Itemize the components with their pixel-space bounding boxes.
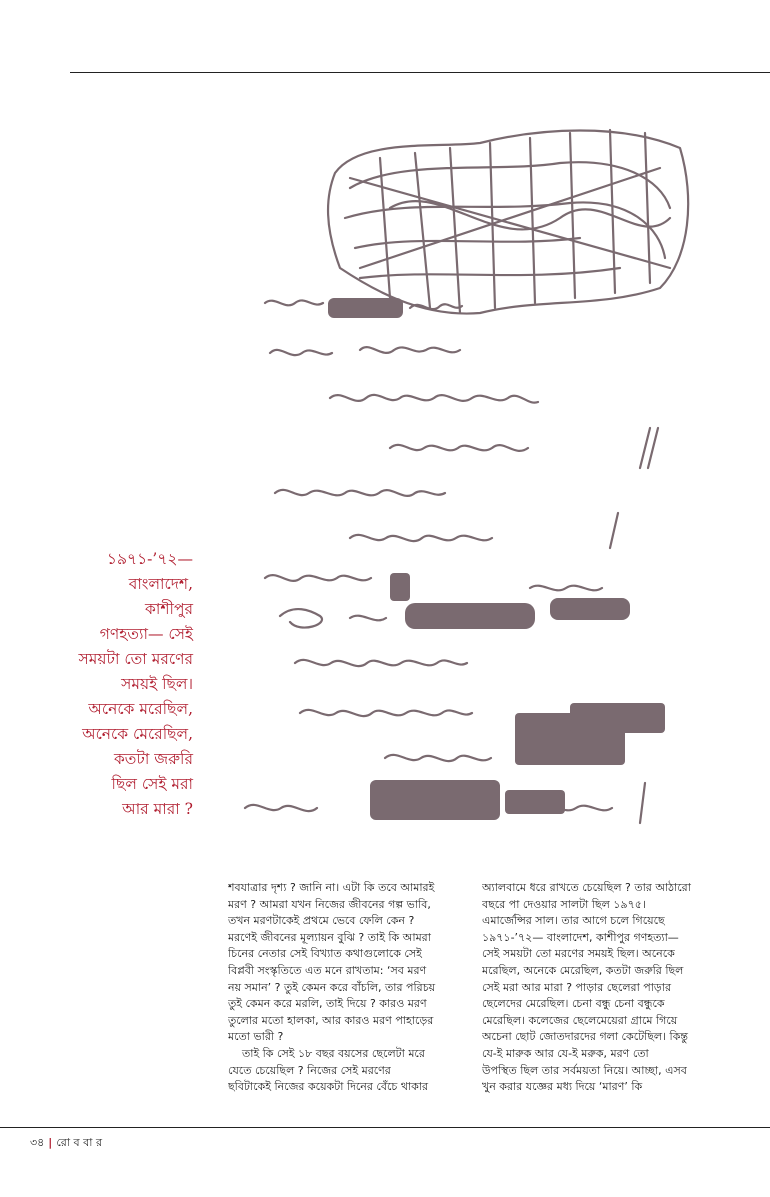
manuscript-drawing <box>240 118 700 828</box>
body-line: খুন করার যজ্ঞের মধ্য দিয়ে ‘মারণ’ কি <box>482 1080 643 1094</box>
magazine-name: রো ব বা র <box>56 1136 103 1149</box>
body-line: ছেলেদের মেরেছিল। চেনা বন্ধু চেনা বন্ধুকে <box>482 997 665 1011</box>
body-line: উপস্থিত ছিল তার সর্বময়তা নিয়ে। আচ্ছা, এসব <box>482 1063 687 1077</box>
body-line: তুই কেমন করে মরলি, তাই দিয়ে ? কারও মরণ <box>228 997 427 1011</box>
body-line: তুলোর মতো হালকা, আর কারও মরণ পাহাড়ের <box>228 1013 434 1027</box>
handwritten-manuscript-image <box>240 118 700 828</box>
body-line: চিনের নেতার সেই বিখ্যাত কথাগুলোকে সেই <box>228 947 422 961</box>
body-line: অচেনা ছোট জোতদারদের গলা কেটেছিল। কিন্তু <box>482 1030 688 1044</box>
pull-quote-line: আর মারা ? <box>122 800 193 818</box>
body-line: মরেছিল, অনেকে মেরেছিল, কতটা জরুরি ছিল <box>482 963 684 977</box>
pull-quote-line: ১৯৭১-’৭২— <box>106 550 193 568</box>
body-line: এমার্জেন্সির সাল। তার আগে চলে গিয়েছে <box>482 914 665 928</box>
body-column-right <box>482 880 707 1096</box>
pull-quote-line: বাংলাদেশ, <box>128 575 193 593</box>
body-line: বছরে পা দেওয়ার সালটা ছিল ১৯৭৫। <box>482 897 646 911</box>
pull-quote-line: সময়ই ছিল। <box>121 675 193 693</box>
body-line: যেতে চেয়েছিল ? নিজের সেই মরণের <box>228 1063 391 1077</box>
bottom-rule <box>0 1127 770 1128</box>
page-footer <box>30 1134 102 1153</box>
body-line: অ্যালবামে ধরে রাখতে চেয়েছিল ? তার আঠারো <box>482 881 691 894</box>
body-line: মরণ ? আমরা যখন নিজের জীবনের গল্প ভাবি, <box>228 897 431 911</box>
body-line: সেই মরা আর মারা ? পাড়ার ছেলেরা পাড়ার <box>482 980 672 994</box>
page-number: ৩৪ <box>30 1136 45 1149</box>
pull-quote-line: গণহত্যা— সেই <box>99 625 193 643</box>
body-line: সেই সময়টা তো মরণের সময়ই ছিল। অনেকে <box>482 947 675 961</box>
body-line: ছবিটাকেই নিজের কয়েকটা দিনের বেঁচে থাকার <box>228 1080 429 1094</box>
top-rule <box>70 72 770 73</box>
pull-quote-line: অনেকে মরেছিল, <box>88 700 193 718</box>
body-line: নয় সমান’ ? তুই কেমন করে বাঁচলি, তার পরিচয় <box>228 980 436 994</box>
body-line: ১৯৭১-’৭২— বাংলাদেশ, কাশীপুর গণহত্যা— <box>482 930 679 944</box>
body-line: শবযাত্রার দৃশ্য ? জানি না। এটা কি তবে আমারই <box>228 881 435 894</box>
footer-separator: | <box>48 1136 53 1149</box>
pull-quote-line: কতটা জরুরি <box>113 750 193 768</box>
body-line: তখন মরণটাকেই প্রথমে ভেবে ফেলি কেন ? <box>228 914 415 928</box>
body-column-left <box>228 880 456 1096</box>
pull-quote-line: কাশীপুর <box>145 600 193 618</box>
pull-quote-line: ছিল সেই মরা <box>111 775 193 793</box>
body-line: মরণেই জীবনের মূল্যায়ন বুঝি ? তাই কি আমরা <box>228 930 431 944</box>
body-line: মতো ভারী ? <box>228 1030 284 1044</box>
body-line: তাই কি সেই ১৮ বছর বয়সের ছেলেটা মরে <box>242 1046 425 1060</box>
body-line: যে-ই মারুক আর যে-ই মরুক, মরণ তো <box>482 1046 649 1060</box>
body-line: মেরেছিল। কলেজের ছেলেমেয়েরা গ্রামে গিয়ে <box>482 1013 678 1027</box>
body-line: বিপ্লবী সংস্কৃতিতে এত মনে রাখতাম: ‘সব মরণ <box>228 963 427 977</box>
pull-quote <box>30 547 193 822</box>
pull-quote-line: অনেকে মেরেছিল, <box>82 725 193 743</box>
pull-quote-line: সময়টা তো মরণের <box>78 650 193 668</box>
